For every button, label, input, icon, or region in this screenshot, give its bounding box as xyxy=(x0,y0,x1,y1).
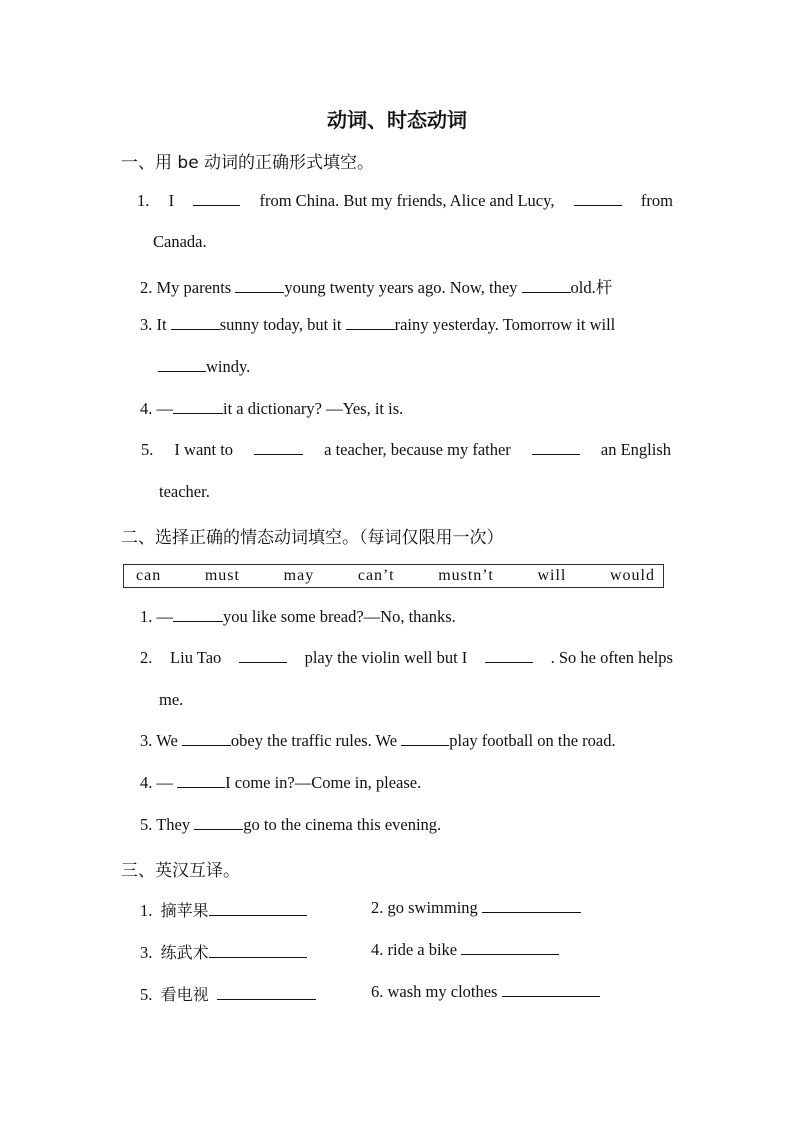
s2-q1-b: you like some bread?—No, thanks. xyxy=(223,607,456,626)
s1-q5 xyxy=(141,440,671,460)
s3-item-num: 1. xyxy=(140,901,153,920)
s1-q3 xyxy=(140,315,615,335)
s1-q4-num: 4. xyxy=(140,399,153,418)
word-bank-item: mustn’t xyxy=(438,567,494,584)
s2-q4-b: I come in?—Come in, please. xyxy=(225,773,422,792)
s2-q4 xyxy=(140,773,421,793)
s1-q5-blank1[interactable] xyxy=(254,440,303,455)
s1-q2 xyxy=(140,274,612,298)
s2-q5-blank1[interactable] xyxy=(194,815,243,830)
s1-q2-c: old.杆 xyxy=(570,278,613,297)
s2-q1-blank1[interactable] xyxy=(173,607,223,622)
s1-q5-c: an English xyxy=(600,440,671,459)
s2-q1-a: — xyxy=(156,607,173,626)
s3-item-num: 6. xyxy=(371,982,384,1001)
s2-q4-num: 4. xyxy=(140,773,153,792)
s1-q1-c: from xyxy=(640,191,673,210)
s3-item-blank[interactable] xyxy=(502,982,600,997)
s2-q2-c: . So he often helps xyxy=(550,648,673,667)
s2-q5 xyxy=(140,815,441,835)
s2-q1 xyxy=(140,607,456,627)
word-bank-item: can’t xyxy=(357,567,395,584)
word-bank-item: will xyxy=(537,567,567,584)
s2-q2 xyxy=(140,648,673,668)
s1-q3-cont: windy. xyxy=(206,357,251,376)
word-bank-item: can xyxy=(136,567,162,584)
s1-q2-blank2[interactable] xyxy=(522,278,571,293)
s2-q3-a: We xyxy=(156,731,178,750)
s2-q3-b: obey the traffic rules. We xyxy=(230,731,398,750)
s1-q3-b: sunny today, but it xyxy=(219,315,342,334)
s1-q5-num: 5. xyxy=(141,440,154,459)
s1-q2-blank1[interactable] xyxy=(235,278,284,293)
s3-item-text: ride a bike xyxy=(387,940,458,959)
s2-q2-blank2[interactable] xyxy=(485,648,533,663)
s1-q1-blank1[interactable] xyxy=(193,191,240,206)
s1-q1-num: 1. xyxy=(137,191,150,210)
s2-q2-a: Liu Tao xyxy=(170,648,222,667)
s1-q5-blank2[interactable] xyxy=(532,440,580,455)
s3-item xyxy=(140,982,316,1005)
word-bank-item: would xyxy=(610,567,655,584)
s2-q1-num: 1. xyxy=(140,607,153,626)
s1-q4-b: it a dictionary? —Yes, it is. xyxy=(223,399,404,418)
s2-q4-blank1[interactable] xyxy=(177,773,225,788)
s1-q3-c: rainy yesterday. Tomorrow it will xyxy=(394,315,616,334)
s3-item xyxy=(140,940,307,963)
s3-item-num: 2. xyxy=(371,898,384,917)
s1-q5-b: a teacher, because my father xyxy=(324,440,511,459)
s3-item-blank[interactable] xyxy=(461,940,559,955)
s2-q3-c: play football on the road. xyxy=(449,731,616,750)
s2-q2-cont: me. xyxy=(159,690,184,709)
s1-q4-a: — xyxy=(156,399,173,418)
s2-q4-a: — xyxy=(156,773,173,792)
s1-q1-a: I xyxy=(168,191,175,210)
s3-item xyxy=(371,982,600,1002)
s1-q1-b: from China. But my friends, Alice and Lucy, xyxy=(259,191,555,210)
section3-heading: 三、英汉互译。 xyxy=(121,861,240,881)
s2-q3-blank1[interactable] xyxy=(182,731,231,746)
s1-q1-cont: Canada. xyxy=(153,232,207,251)
s1-q1 xyxy=(137,191,673,211)
s3-item xyxy=(140,898,307,921)
s1-q3-blank1[interactable] xyxy=(171,315,220,330)
s1-q3-blank3[interactable] xyxy=(158,357,206,372)
s2-q3-blank2[interactable] xyxy=(401,731,449,746)
s1-q4-blank1[interactable] xyxy=(173,399,223,414)
s1-q2-b: young twenty years ago. Now, they xyxy=(284,278,518,297)
s1-q2-a: My parents xyxy=(156,278,232,297)
s3-item-blank[interactable] xyxy=(209,901,307,916)
s3-item-text: 看电视 xyxy=(160,985,209,1004)
s1-q3-cont-line xyxy=(158,357,250,377)
section1-heading: 一、用 be 动词的正确形式填空。 xyxy=(121,153,375,173)
s1-q2-num: 2. xyxy=(140,278,153,297)
s3-item-text: wash my clothes xyxy=(387,982,498,1001)
s1-q3-a: It xyxy=(156,315,167,334)
s3-item xyxy=(371,940,559,960)
s2-q5-num: 5. xyxy=(140,815,153,834)
s3-item-text: 摘苹果 xyxy=(160,901,209,920)
word-bank xyxy=(123,564,664,588)
s3-item-num: 4. xyxy=(371,940,384,959)
s3-item-blank[interactable] xyxy=(217,985,316,1000)
s3-item-blank[interactable] xyxy=(209,943,307,958)
s3-item-blank[interactable] xyxy=(482,898,581,913)
word-bank-item: may xyxy=(283,567,315,584)
s3-item xyxy=(371,898,581,918)
s2-q5-a: They xyxy=(156,815,191,834)
s1-q5-a: I want to xyxy=(174,440,234,459)
s2-q2-b: play the violin well but I xyxy=(304,648,468,667)
page-title: 动词、时态动词 xyxy=(327,108,467,132)
section2-heading: 二、选择正确的情态动词填空。（每词仅限用一次） xyxy=(121,528,504,548)
s1-q3-num: 3. xyxy=(140,315,153,334)
s2-q3-num: 3. xyxy=(140,731,153,750)
s1-q5-cont: teacher. xyxy=(159,482,210,501)
s1-q1-blank2[interactable] xyxy=(574,191,622,206)
s2-q2-blank1[interactable] xyxy=(239,648,287,663)
s2-q3 xyxy=(140,731,616,751)
s3-item-text: go swimming xyxy=(387,898,478,917)
s2-q5-b: go to the cinema this evening. xyxy=(243,815,442,834)
s2-q2-num: 2. xyxy=(140,648,153,667)
s3-item-num: 3. xyxy=(140,943,153,962)
word-bank-item: must xyxy=(204,567,240,584)
s3-item-text: 练武术 xyxy=(160,943,209,962)
s1-q4 xyxy=(140,399,403,419)
s3-item-num: 5. xyxy=(140,985,153,1004)
s1-q3-blank2[interactable] xyxy=(346,315,395,330)
